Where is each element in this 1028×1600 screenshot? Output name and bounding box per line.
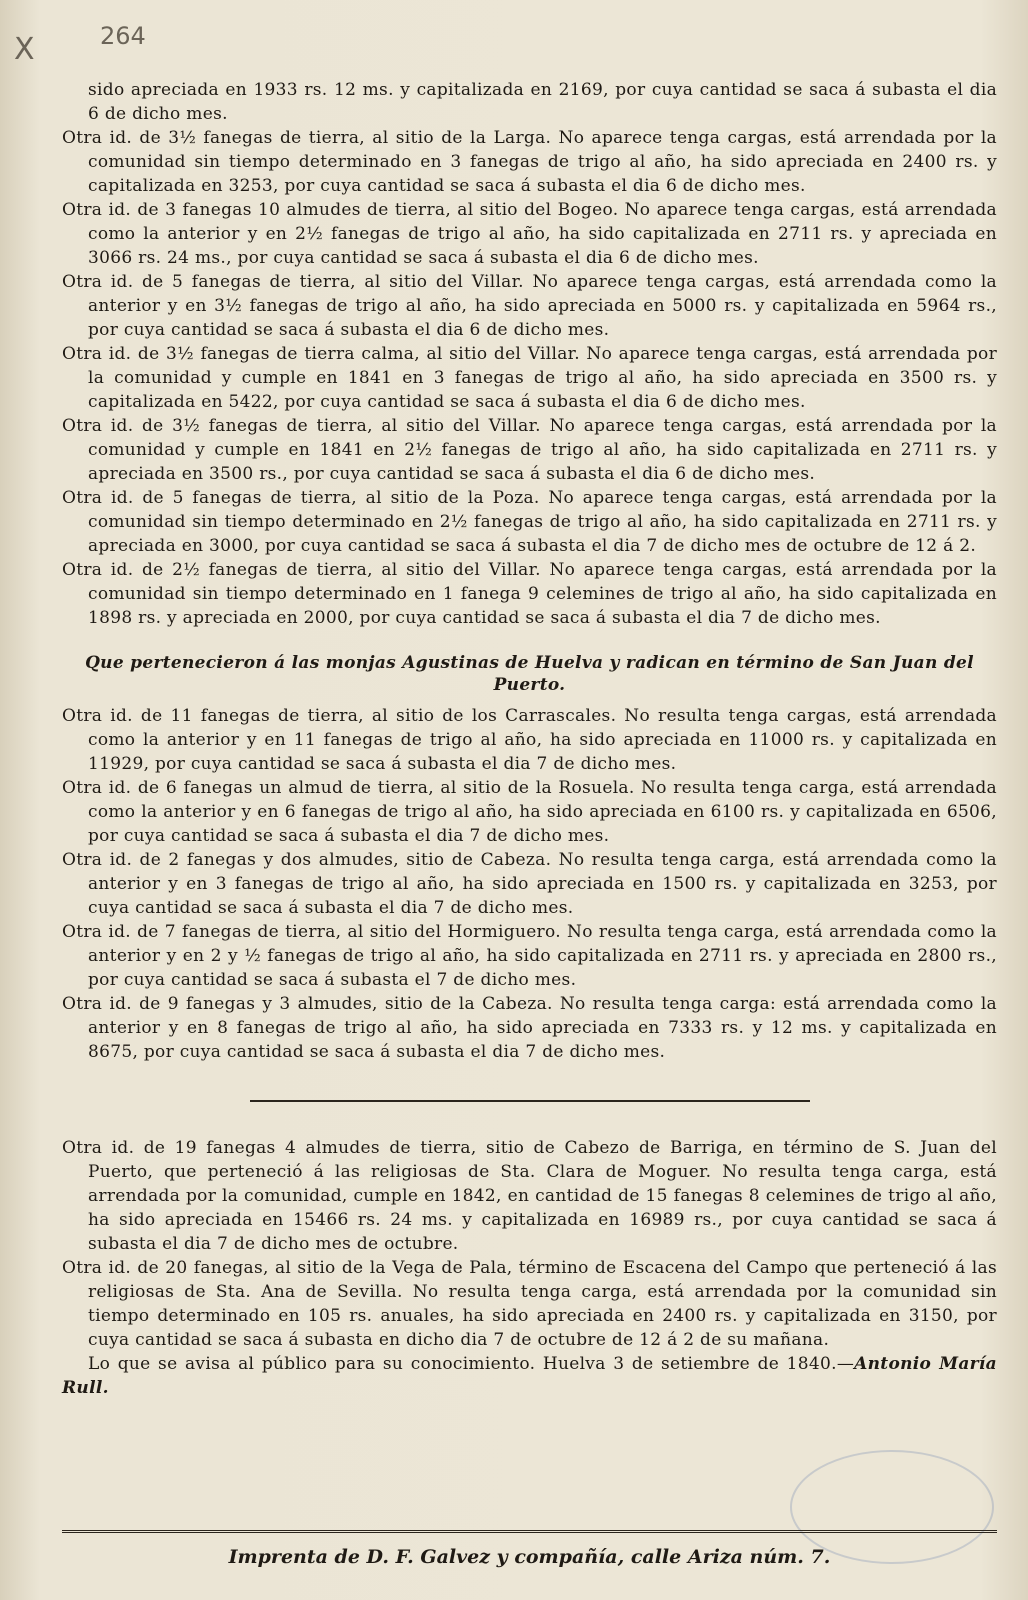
closing-text: Lo que se avisa al público para su conocimiento. Huelva 3 de setiembre de 1840.— (88, 1354, 855, 1374)
closing-notice (62, 1352, 997, 1400)
paragraph: Otra id. de 11 fanegas de tierra, al sitio de los Carrascales. No resulta tenga cargas, está arrendada como la anterior y en 11 fanegas de trigo al año, ha sido apreciada en 11000 rs. y capitalizada en 11929, por cuya cantidad se saca á subasta el dia 7 de dicho mes. (62, 706, 997, 774)
paragraph: Otra id. de 3 fanegas 10 almudes de tierra, al sitio del Bogeo. No aparece tenga cargas, está arrendada como la anterior y en 2½ fanegas de trigo al año, ha sido capitalizada en 2711 rs. y apreciada en 3066 rs. 24 ms., por cuya cantidad se saca á subasta el dia 6 de dicho mes. (62, 200, 997, 268)
paragraph: Otra id. de 3½ fanegas de tierra, al sitio del Villar. No aparece tenga cargas, está arrendada por la comunidad y cumple en 1841 en 2½ fanegas de trigo al año, ha sido capitalizada en 2711 rs. y apreciada en 3500 rs., por cuya cantidad se saca á subasta el dia 6 de dicho mes. (62, 416, 997, 484)
paragraph: Otra id. de 19 fanegas 4 almudes de tierra, sitio de Cabezo de Barriga, en término de S. Juan del Puerto, que perteneció á las religiosas de Sta. Clara de Moguer. No resulta tenga carga, está arrendada por la comunidad, cumple en 1842, en cantidad de 15 fanegas 8 celemines de trigo al año, ha sido apreciada en 15466 rs. 24 ms. y capitalizada en 16989 rs., por cuya cantidad se saca á subasta el dia 7 de dicho mes de octubre. (62, 1138, 997, 1254)
paragraph: Otra id. de 20 fanegas, al sitio de la Vega de Pala, término de Escacena del Campo que perteneció á las religiosas de Sta. Ana de Sevilla. No resulta tenga carga, está arrendada por la comunidad sin tiempo determinado en 105 rs. anuales, ha sido apreciada en 2400 rs. y capitalizada en 3150, por cuya cantidad se saca á subasta en dicho dia 7 de octubre de 12 á 2 de su mañana. (62, 1258, 997, 1350)
paragraph: Otra id. de 6 fanegas un almud de tierra, al sitio de la Rosuela. No resulta tenga carga, está arrendada como la anterior y en 6 fanegas de trigo al año, ha sido apreciada en 6100 rs. y capitalizada en 6506, por cuya cantidad se saca á subasta el dia 7 de dicho mes. (62, 778, 997, 846)
paragraph: Otra id. de 5 fanegas de tierra, al sitio del Villar. No aparece tenga cargas, está arrendada como la anterior y en 3½ fanegas de trigo al año, ha sido apreciada en 5000 rs. y capitalizada en 5964 rs., por cuya cantidad se saca á subasta el dia 6 de dicho mes. (62, 272, 997, 340)
footer-divider (62, 1530, 997, 1536)
paragraph: Otra id. de 9 fanegas y 3 almudes, sitio de la Cabeza. No resulta tenga carga: está arrendada como la anterior y en 8 fanegas de trigo al año, ha sido apreciada en 7333 rs. y 12 ms. y capitalizada en 8675, por cuya cantidad se saca á subasta el dia 7 de dicho mes. (62, 994, 997, 1062)
paragraph: sido apreciada en 1933 rs. 12 ms. y capitalizada en 2169, por cuya cantidad se saca á subasta el dia 6 de dicho mes. (88, 80, 997, 124)
margin-page-number: 264 (100, 22, 146, 50)
printer-imprint: Imprenta de D. F. Galvez y compañía, calle Ariza núm. 7. (228, 1546, 831, 1568)
paragraph: Otra id. de 2 fanegas y dos almudes, sitio de Cabeza. No resulta tenga carga, está arrendada como la anterior y en 3 fanegas de trigo al año, ha sido apreciada en 1500 rs. y capitalizada en 3253, por cuya cantidad se saca á subasta el dia 7 de dicho mes. (62, 850, 997, 918)
section-divider (250, 1100, 810, 1102)
section-heading: Que pertenecieron á las monjas Agustinas de Huelva y radican en término de San Juan del Puerto. (85, 653, 974, 695)
paragraph: Otra id. de 2½ fanegas de tierra, al sitio del Villar. No aparece tenga cargas, está arrendada por la comunidad sin tiempo determinado en 1 fanega 9 celemines de trigo al año, ha sido capitalizada en 1898 rs. y apreciada en 2000, por cuya cantidad se saca á subasta el dia 7 de dicho mes. (62, 560, 997, 628)
document-body (62, 78, 997, 1400)
paragraph: Otra id. de 7 fanegas de tierra, al sitio del Hormiguero. No resulta tenga carga, está arrendada como la anterior y en 2 y ½ fanegas de trigo al año, ha sido capitalizada en 2711 rs. y apreciada en 2800 rs., por cuya cantidad se saca á subasta el 7 de dicho mes. (62, 922, 997, 990)
paragraph: Otra id. de 5 fanegas de tierra, al sitio de la Poza. No aparece tenga cargas, está arrendada por la comunidad sin tiempo determinado en 2½ fanegas de trigo al año, ha sido capitalizada en 2711 rs. y apreciada en 3000, por cuya cantidad se saca á subasta el dia 7 de dicho mes de octubre de 12 á 2. (62, 488, 997, 556)
signature: Antonio María Rull. (62, 1354, 997, 1398)
paragraph: Otra id. de 3½ fanegas de tierra, al sitio de la Larga. No aparece tenga cargas, está arrendada por la comunidad sin tiempo determinado en 3 fanegas de trigo al año, ha sido apreciada en 2400 rs. y capitalizada en 3253, por cuya cantidad se saca á subasta el dia 6 de dicho mes. (62, 128, 997, 196)
paragraph: Otra id. de 3½ fanegas de tierra calma, al sitio del Villar. No aparece tenga cargas, está arrendada por la comunidad y cumple en 1841 en 3 fanegas de trigo al año, ha sido apreciada en 3500 rs. y capitalizada en 5422, por cuya cantidad se saca á subasta el dia 6 de dicho mes. (62, 344, 997, 412)
margin-mark: X (14, 32, 35, 67)
